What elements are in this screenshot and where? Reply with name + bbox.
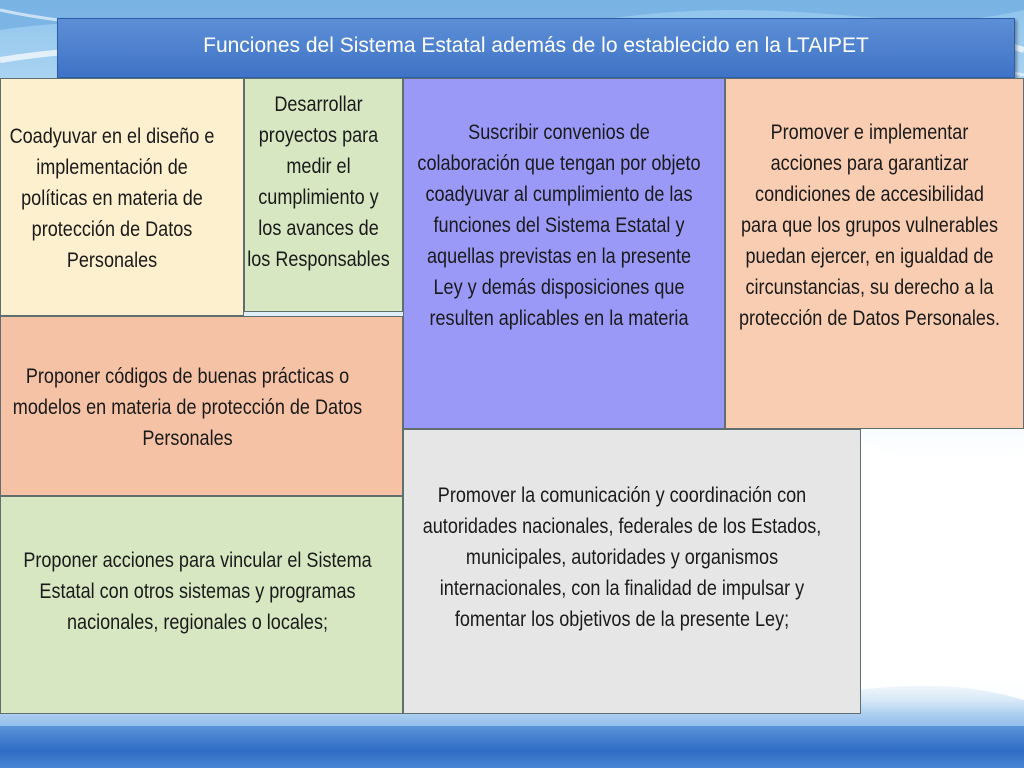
box-proponer-codigos-text: Proponer códigos de buenas prácticas o modelos en materia de protección de Datos Personales bbox=[12, 365, 363, 450]
box-proponer-acciones bbox=[0, 496, 403, 714]
box-promover-comunicacion-text: Promover la comunicación y coordinación con autoridades nacionales, federales de los Estados, municipales, autoridades y organismos internacionales, con la finalidad de impulsar y fomentar los objetivos de la presente Ley; bbox=[422, 484, 822, 631]
box-promover-accesibilidad bbox=[725, 78, 1024, 429]
bottom-band bbox=[0, 726, 1024, 768]
box-promover-accesibilidad-text: Promover e implementar acciones para garantizar condiciones de accesibilidad para que los grupos vulnerables puedan ejercer, en igualdad de circunstancias, su derecho a la protección de Datos Personales. bbox=[738, 121, 1001, 330]
box-promover-comunicacion bbox=[403, 429, 861, 714]
box-coadyuvar-text: Coadyuvar en el diseño e implementación de políticas en materia de protección de Datos Personales bbox=[9, 125, 215, 272]
box-desarrollar bbox=[244, 78, 403, 312]
box-suscribir-text: Suscribir convenios de colaboración que tengan por objeto coadyuvar al cumplimiento de las funciones del Sistema Estatal y aquellas previstas en la presente Ley y demás disposiciones que resulten aplicables en la materia bbox=[417, 121, 701, 330]
box-proponer-codigos bbox=[0, 316, 403, 496]
slide-title: Funciones del Sistema Estatal además de lo establecido en la LTAIPET bbox=[57, 18, 1015, 78]
box-proponer-acciones-text: Proponer acciones para vincular el Sistema Estatal con otros sistemas y programas nacionales, regionales o locales; bbox=[23, 549, 372, 634]
box-desarrollar-text: Desarrollar proyectos para medir el cumplimiento y los avances de los Responsables bbox=[247, 93, 390, 271]
box-coadyuvar bbox=[0, 78, 244, 316]
box-suscribir bbox=[403, 78, 725, 429]
